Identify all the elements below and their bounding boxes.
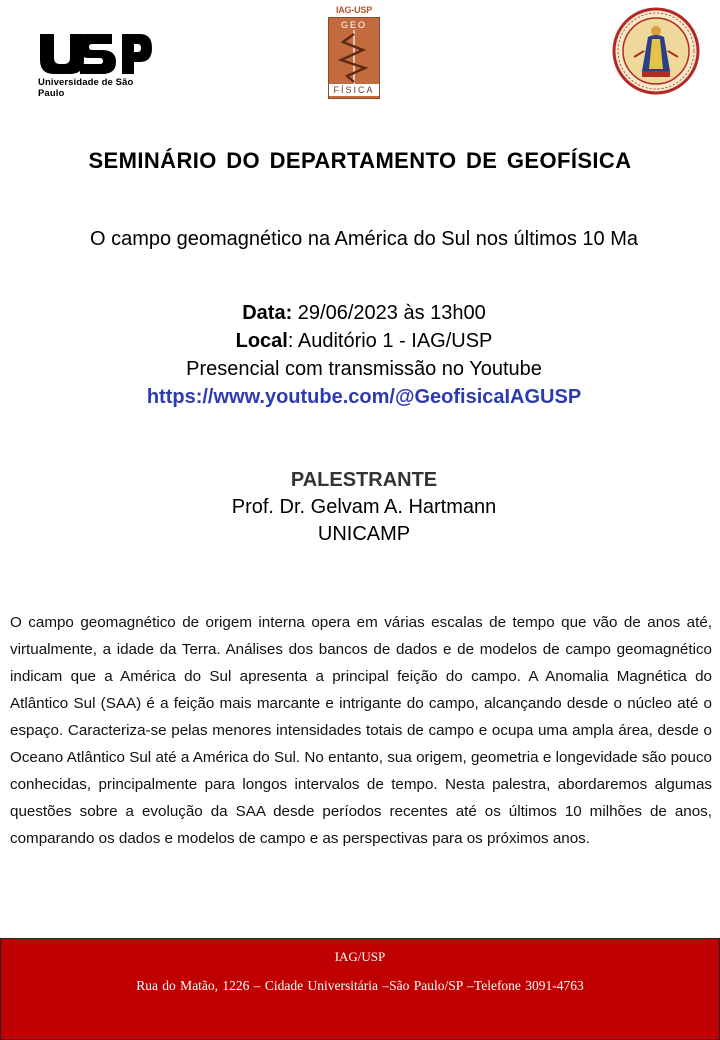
usp-logo (38, 32, 152, 99)
footer-address: Rua do Matão, 1226 – Cidade Universitária –São Paulo/SP –Telefone 3091-4763 (136, 978, 584, 993)
university-seal-logo (612, 7, 700, 95)
date-line (0, 299, 720, 327)
speaker-block (0, 467, 720, 548)
date-label: Data: (242, 302, 293, 324)
usp-caption: Universidade de São Paulo (38, 77, 134, 99)
speaker-name: Prof. Dr. Gelvam A. Hartmann (231, 496, 497, 518)
geofisica-emblem (328, 17, 380, 99)
usp-wordmark-icon (38, 32, 152, 76)
abstract-text: O campo geomagnético de origem interna opera em várias escalas de tempo que vão de anos até, virtualmente, a idade da Terra. Análises dos bancos de dados e de modelos de campo geomagnético indicam que a América do Sul apresenta a principal feição do campo. A Anomalia Magnética do Atlântico Sul (SAA) é a feição mais marcante e intrigante do campo, alcançando desde o núcleo até o espaço. Caracteriza-se pelas menores intensidades totais de campo e ocupa uma ampla área, desde o Oceano Atlântico Sul até a América do Sul. No entanto, sua origem, geometria e longevidade são pouco conhecidas, principalmente para longos intervalos de tempo. Nesta palestra, abordaremos algumas questões sobre a evolução da SAA desde períodos recentes até os últimos 10 milhões de anos, comparando os dados e modelos de campo e as perspectivas para os próximos anos. (10, 614, 712, 847)
fisica-word: FÍSICA (329, 84, 379, 96)
date-value: 29/06/2023 às 13h00 (292, 302, 486, 324)
footer-institution: IAG/USP (334, 949, 386, 964)
speaker-institution: UNICAMP (317, 523, 411, 545)
event-details (0, 299, 720, 411)
seminar-title: SEMINÁRIO DO DEPARTAMENTO DE GEOFÍSICA (88, 148, 632, 173)
speaker-heading: PALESTRANTE (290, 469, 438, 491)
attendance-mode: Presencial com transmissão no Youtube (186, 358, 542, 380)
talk-title: O campo geomagnético na América do Sul nos últimos 10 Ma (89, 228, 639, 250)
youtube-link[interactable]: https://www.youtube.com/@GeofisicaIAGUSP (146, 386, 582, 408)
place-value: : Auditório 1 - IAG/USP (287, 330, 493, 352)
iag-usp-label: IAG-USP (328, 4, 380, 16)
iag-geofisica-logo (328, 4, 380, 94)
seismograph-icon (329, 30, 379, 86)
seal-icon (612, 7, 700, 95)
place-line (0, 327, 720, 355)
place-label: Local (235, 330, 288, 352)
footer-banner (0, 938, 720, 1040)
geo-word: GEO (340, 20, 367, 30)
